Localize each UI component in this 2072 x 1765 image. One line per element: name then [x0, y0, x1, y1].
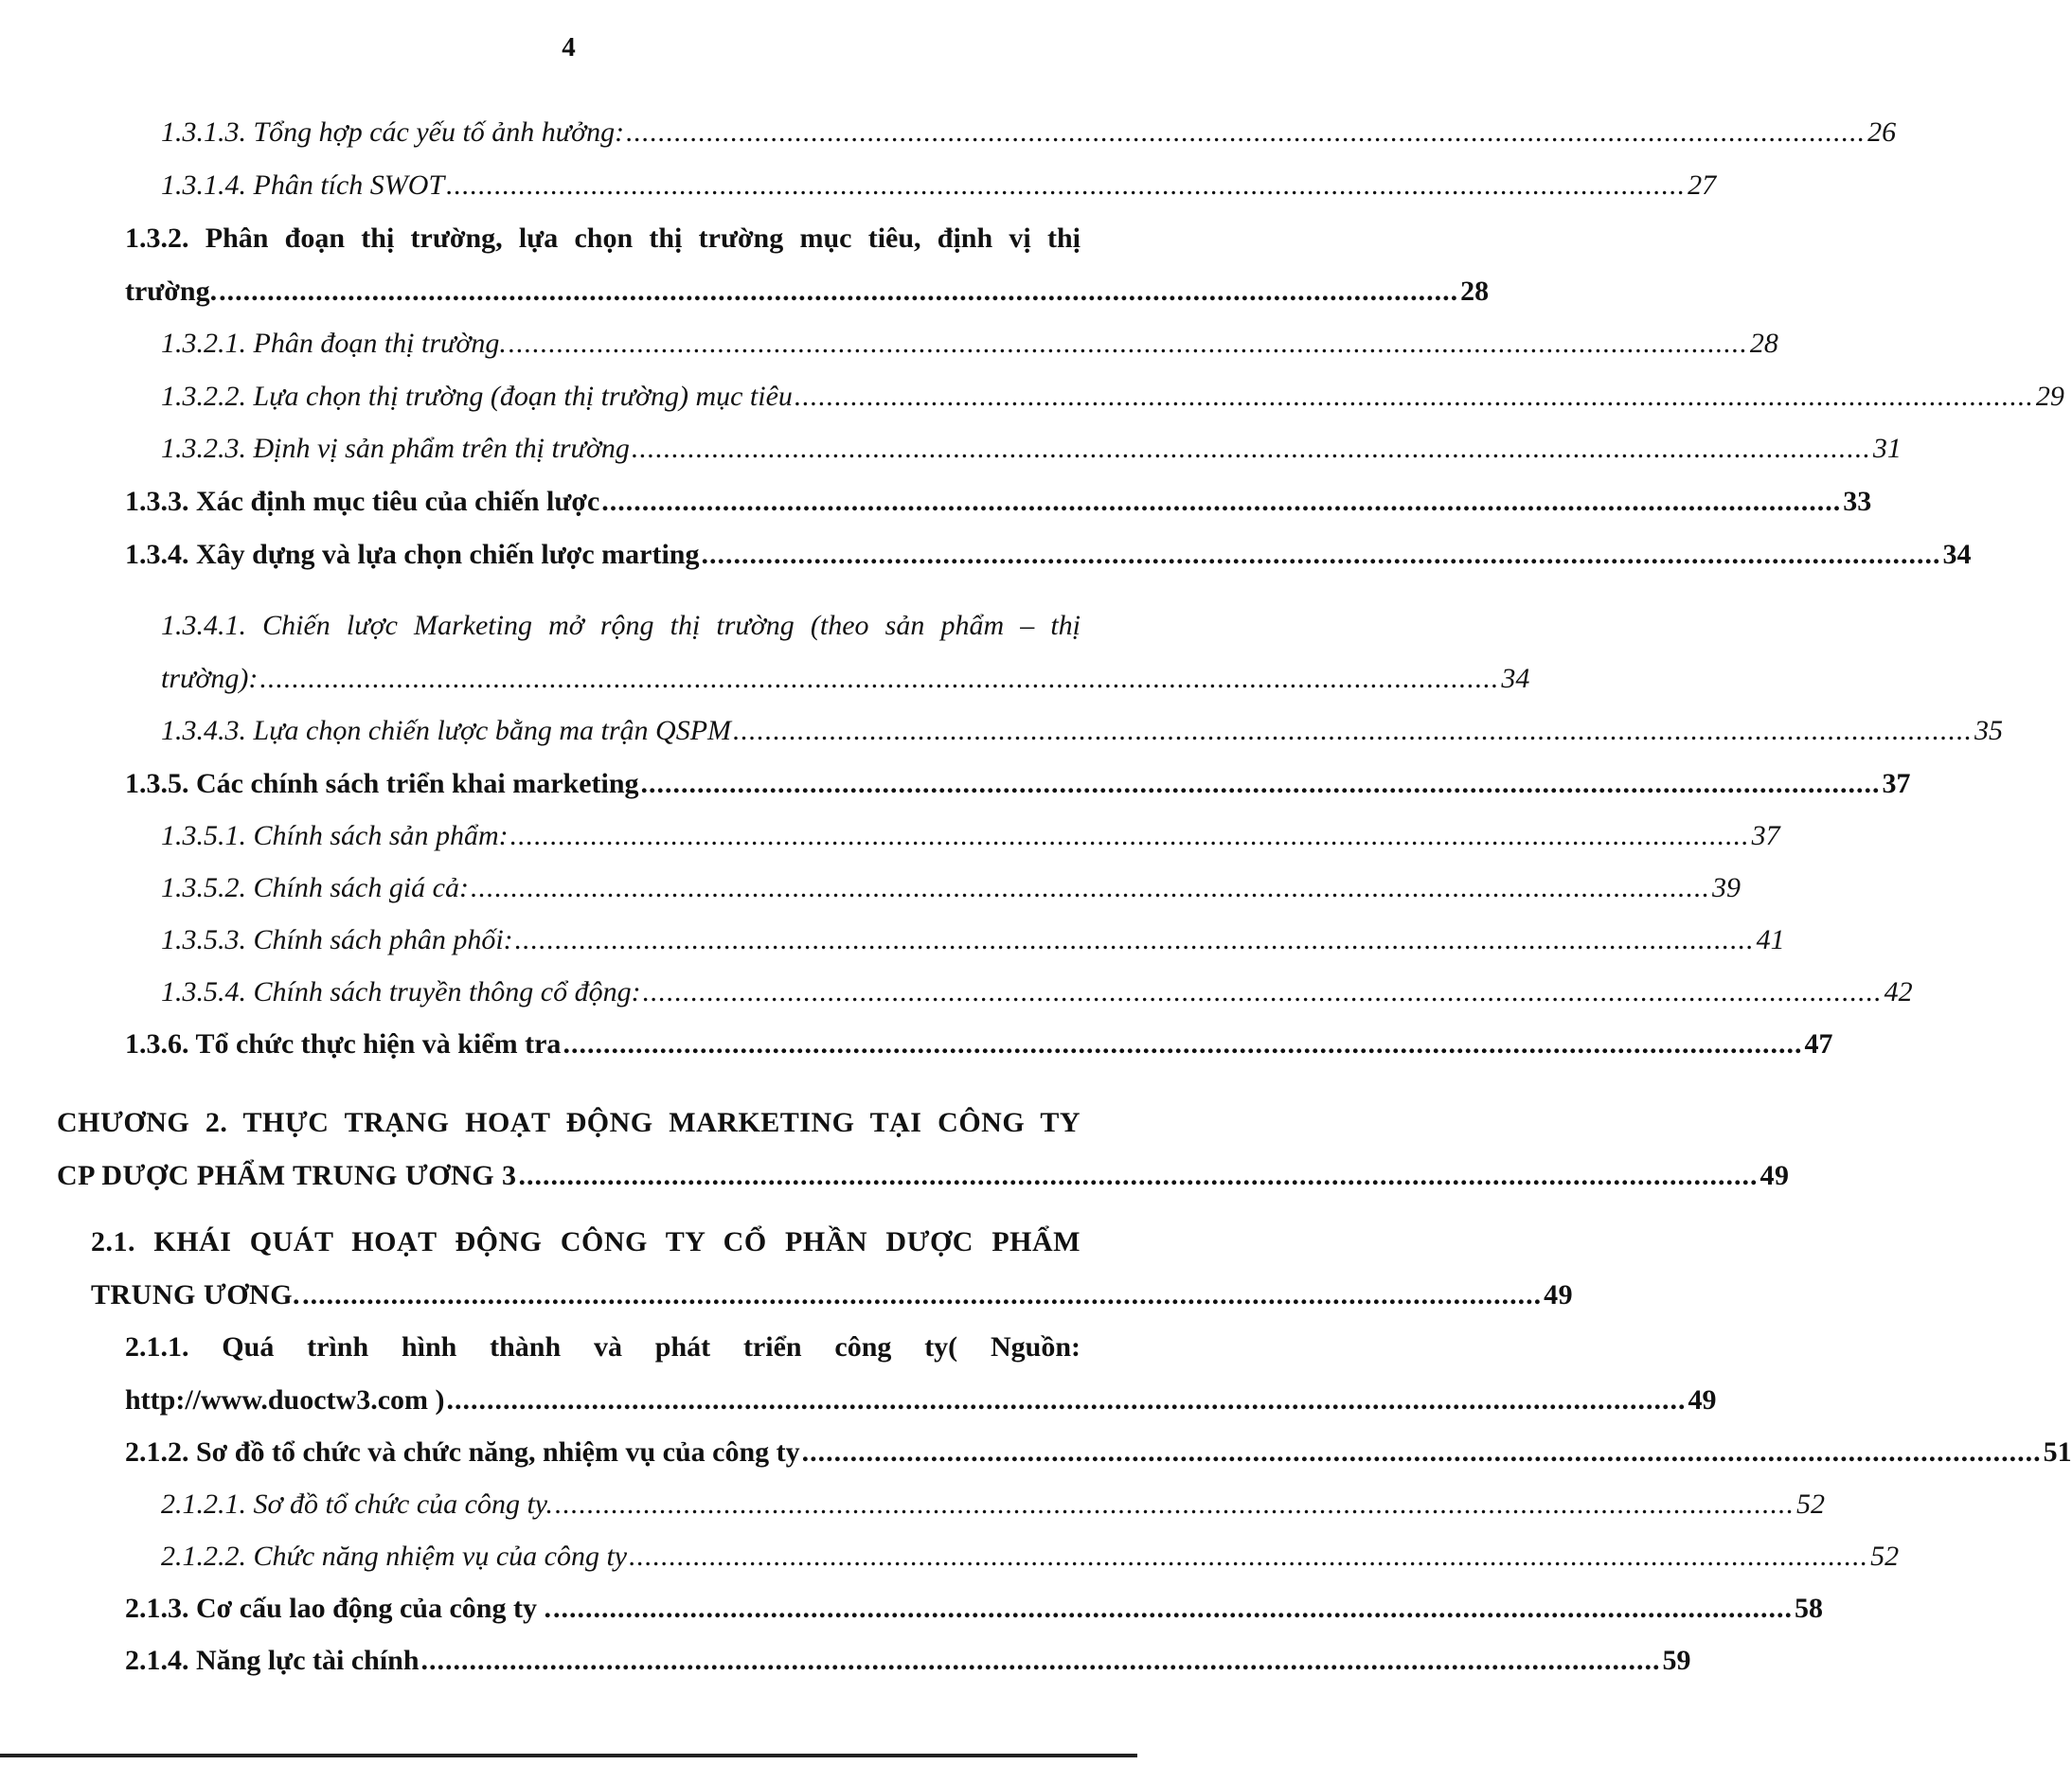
toc-entry-title: 1.3.2.1. Phân đoạn thị trường. [161, 328, 507, 359]
toc-entry-page: 27 [1688, 169, 1717, 201]
toc-leader-dots: .......................................................................................................................................................... [563, 1028, 1803, 1060]
toc-leader-dots: .......................................................................................................................................................... [470, 872, 1710, 903]
toc-entry-title: 1.3.2.2. Lựa chọn thị trường (đoạn thị trường) mục tiêu [161, 381, 793, 412]
chapter-heading-line1[interactable]: CHƯƠNG 2. THỰC TRẠNG HOẠT ĐỘNG MARKETING TẠI CÔNG TY [57, 1107, 1081, 1138]
toc-entry[interactable] [161, 1540, 1900, 1574]
toc-leader-dots: .......................................................................................................................................................... [518, 1160, 1759, 1191]
toc-entry[interactable] [161, 1488, 1825, 1522]
toc-entry-title: 1.3.1.4. Phân tích SWOT [161, 169, 445, 201]
toc-entry[interactable] [57, 1159, 1790, 1193]
toc-entry[interactable] [161, 923, 1785, 957]
toc-entry-page: 58 [1794, 1593, 1823, 1624]
toc-entry-page: 51 [2043, 1436, 2072, 1468]
toc-entry[interactable] [125, 1644, 1691, 1678]
toc-entry[interactable] [91, 1278, 1574, 1312]
toc-entry-page: 26 [1867, 116, 1897, 148]
toc-entry[interactable] [125, 1027, 1833, 1061]
toc-leader-dots: .......................................................................................................................................................... [631, 433, 1871, 464]
toc-leader-dots: .......................................................................................................................................................... [733, 715, 1974, 746]
toc-entry-page: 28 [1749, 328, 1778, 359]
toc-entry-page: 47 [1804, 1028, 1833, 1060]
toc-leader-dots: .......................................................................................................................................................... [514, 924, 1755, 955]
toc-entry[interactable] [125, 1592, 1823, 1626]
toc-entry-page: 59 [1662, 1645, 1691, 1676]
page-bottom-edge [0, 1754, 1137, 1757]
toc-entry-title: 1.3.1.3. Tổng hợp các yếu tố ảnh hưởng: [161, 116, 625, 148]
toc-entry-title: 1.3.5. Các chính sách triển khai marketing [125, 768, 639, 799]
section-heading-line1[interactable]: 2.1. KHÁI QUÁT HOẠT ĐỘNG CÔNG TY CỔ PHẦN DƯỢC PHẨM [91, 1226, 1081, 1257]
toc-entry-title: 2.1.2. Sơ đồ tổ chức và chức năng, nhiệm vụ của công ty [125, 1436, 800, 1468]
toc-entry-page: 39 [1711, 872, 1741, 903]
toc-leader-dots: .......................................................................................................................................................... [219, 276, 1459, 307]
toc-entry-page: 41 [1756, 924, 1785, 955]
toc-entry-page: 49 [1544, 1279, 1574, 1310]
toc-entry[interactable] [161, 432, 1902, 466]
toc-entry-title: 2.1.2.2. Chức năng nhiệm vụ của công ty [161, 1541, 628, 1572]
toc-entry-page: 42 [1884, 976, 1913, 1007]
toc-leader-dots: .......................................................................................................................................................... [420, 1645, 1661, 1676]
toc-entry-title: trường. [125, 276, 218, 307]
toc-leader-dots: .......................................................................................................................................................... [640, 768, 1881, 799]
toc-entry[interactable] [161, 327, 1778, 361]
toc-entry-title: 2.1.4. Năng lực tài chính [125, 1645, 420, 1676]
toc-entry-page: 33 [1843, 486, 1872, 517]
toc-leader-dots: .......................................................................................................................................................... [629, 1541, 1869, 1572]
toc-leader-dots: .......................................................................................................................................................... [701, 539, 1941, 570]
toc-entry[interactable] [161, 116, 1897, 150]
toc-entry[interactable] [125, 1383, 1717, 1417]
toc-entry-page: 28 [1460, 276, 1490, 307]
toc-leader-dots: .......................................................................................................................................................... [509, 820, 1750, 851]
toc-entry-page: 52 [1795, 1489, 1825, 1520]
toc-leader-dots: .......................................................................................................................................................... [794, 381, 2034, 412]
toc-leader-dots: .......................................................................................................................................................... [554, 1489, 1795, 1520]
toc-entry-title: http://www.duoctw3.com ) [125, 1384, 445, 1416]
toc-leader-dots: .......................................................................................................................................................... [508, 328, 1748, 359]
toc-entry[interactable] [125, 485, 1872, 519]
toc-entry-title: 1.3.5.4. Chính sách truyền thông cổ động: [161, 976, 641, 1007]
toc-entry-title: TRUNG ƯƠNG. [91, 1279, 301, 1310]
toc-entry-title: 1.3.6. Tổ chức thực hiện và kiểm tra [125, 1028, 562, 1060]
toc-entry-title: 1.3.5.3. Chính sách phân phối: [161, 924, 513, 955]
toc-entry-page: 31 [1872, 433, 1902, 464]
toc-entry-line1[interactable]: 1.3.2. Phân đoạn thị trường, lựa chọn thị trường mục tiêu, định vị thị [125, 223, 1081, 254]
toc-entry-title: CP DƯỢC PHẨM TRUNG ƯƠNG 3 [57, 1160, 517, 1191]
toc-leader-dots: .......................................................................................................................................................... [801, 1436, 2042, 1468]
toc-entry-title: 1.3.4. Xây dựng và lựa chọn chiến lược marting [125, 539, 700, 570]
toc-entry[interactable] [161, 662, 1530, 696]
toc-entry-line1[interactable]: 2.1.1. Quá trình hình thành và phát triển công ty( Nguồn: [125, 1331, 1081, 1363]
toc-entry-title: trường): [161, 663, 259, 694]
toc-entry[interactable] [161, 871, 1741, 905]
toc-entry-page: 49 [1759, 1160, 1790, 1191]
toc-entry[interactable] [161, 169, 1717, 203]
toc-leader-dots: .......................................................................................................................................................... [446, 1384, 1687, 1416]
toc-entry-title: 1.3.5.1. Chính sách sản phẩm: [161, 820, 509, 851]
toc-entry-page: 29 [2035, 381, 2064, 412]
toc-leader-dots: .......................................................................................................................................................... [601, 486, 1842, 517]
toc-entry[interactable] [161, 819, 1780, 853]
toc-leader-dots: .......................................................................................................................................................... [626, 116, 1867, 148]
toc-entry[interactable] [125, 1435, 2072, 1470]
toc-entry-page: 52 [1870, 1541, 1900, 1572]
toc-entry[interactable] [125, 538, 1972, 572]
toc-entry[interactable] [125, 767, 1911, 801]
toc-entry-title: 1.3.4.3. Lựa chọn chiến lược bằng ma trận QSPM [161, 715, 732, 746]
toc-entry-page: 34 [1942, 539, 1972, 570]
toc-entry-title: 1.3.2.3. Định vị sản phẩm trên thị trường [161, 433, 630, 464]
toc-entry-title: 2.1.2.1. Sơ đồ tổ chức của công ty. [161, 1489, 553, 1520]
toc-entry[interactable] [161, 714, 2004, 748]
toc-leader-dots: .......................................................................................................................................................... [259, 663, 1500, 694]
toc-entry-page: 49 [1688, 1384, 1717, 1416]
toc-entry-page: 35 [1974, 715, 2004, 746]
toc-entry-page: 37 [1751, 820, 1780, 851]
page-number: 4 [562, 32, 576, 62]
toc-leader-dots: .......................................................................................................................................................... [552, 1593, 1793, 1624]
toc-leader-dots: .......................................................................................................................................................... [302, 1279, 1543, 1310]
toc-entry-page: 34 [1501, 663, 1530, 694]
toc-entry-line1[interactable]: 1.3.4.1. Chiến lược Marketing mở rộng thị trường (theo sản phẩm – thị [161, 610, 1081, 641]
toc-entry[interactable] [161, 380, 2064, 414]
toc-entry[interactable] [125, 275, 1490, 309]
toc-entry-title: 1.3.3. Xác định mục tiêu của chiến lược [125, 486, 600, 517]
toc-entry-title: 1.3.5.2. Chính sách giá cả: [161, 872, 469, 903]
toc-leader-dots: .......................................................................................................................................................... [642, 976, 1883, 1007]
toc-entry-title: 2.1.3. Cơ cấu lao động của công ty . [125, 1593, 551, 1624]
toc-entry[interactable] [161, 975, 1913, 1009]
toc-leader-dots: .......................................................................................................................................................... [446, 169, 1687, 201]
toc-entry-page: 37 [1882, 768, 1911, 799]
